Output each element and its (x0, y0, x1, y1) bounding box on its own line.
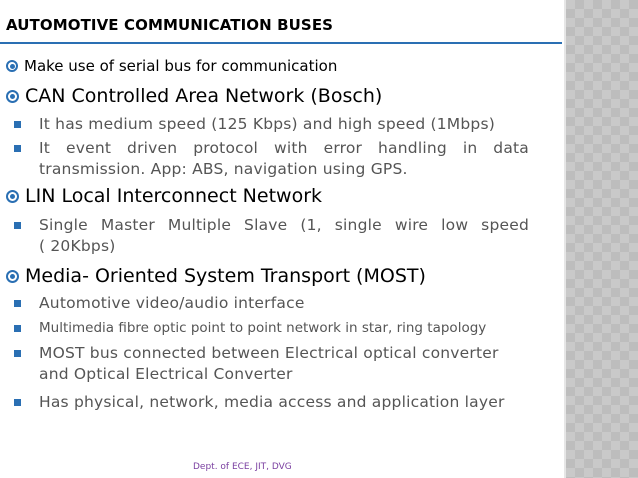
sub-bullet-most-fibre (14, 320, 534, 338)
sub-bullet-lin-master (14, 216, 530, 258)
bullet-serial-bus (6, 57, 386, 77)
ring-bullet-icon (6, 90, 19, 103)
bullet-text: CAN Controlled Area Network (Bosch) (25, 85, 383, 107)
sub-bullet-text-line1: It event driven protocol with error handling in data (39, 139, 529, 157)
slide-footer: Dept. of ECE, JIT, DVG (193, 462, 292, 472)
sub-bullet-text: Multimedia fibre optic point to point network in star, ring tapology (39, 320, 487, 336)
square-bullet-icon (14, 222, 21, 229)
sub-bullet-text: Automotive video/audio interface (39, 294, 305, 312)
ring-bullet-icon (6, 190, 19, 203)
title-underline (0, 42, 562, 44)
sub-bullet-text: Has physical, network, media access and application layer (39, 393, 505, 411)
sub-bullet-text-line2: and Optical Electrical Converter (39, 365, 293, 383)
side-pattern-band (566, 0, 638, 478)
sub-bullet-text-line1: MOST bus connected between Electrical optical converter (39, 344, 499, 362)
bullet-can (6, 85, 406, 109)
bullet-lin (6, 185, 406, 209)
square-bullet-icon (14, 121, 21, 128)
sub-bullet-text: It has medium speed (125 Kbps) and high speed (1Mbps) (39, 115, 495, 133)
sub-bullet-text-line2: transmission. App: ABS, navigation using GPS. (39, 160, 408, 178)
slide-title: AUTOMOTIVE COMMUNICATION BUSES (6, 16, 334, 34)
square-bullet-icon (14, 350, 21, 357)
sub-bullet-text-line2: ( 20Kbps) (39, 237, 116, 255)
square-bullet-icon (14, 145, 21, 152)
sub-bullet-can-speed (14, 115, 534, 135)
ring-bullet-icon (6, 270, 19, 283)
square-bullet-icon (14, 399, 21, 406)
sub-bullet-most-layers (14, 393, 534, 413)
bullet-text: Media- Oriented System Transport (MOST) (25, 265, 426, 287)
square-bullet-icon (14, 325, 21, 332)
bullet-text: LIN Local Interconnect Network (25, 185, 323, 207)
sub-bullet-most-av (14, 294, 414, 314)
square-bullet-icon (14, 300, 21, 307)
bullet-most (6, 265, 466, 289)
sub-bullet-text-line1: Single Master Multiple Slave (1, single wire low speed (39, 216, 529, 234)
sub-bullet-can-protocol (14, 139, 530, 181)
ring-bullet-icon (6, 60, 18, 72)
sub-bullet-most-converter (14, 344, 534, 386)
bullet-text: Make use of serial bus for communication (24, 57, 338, 75)
